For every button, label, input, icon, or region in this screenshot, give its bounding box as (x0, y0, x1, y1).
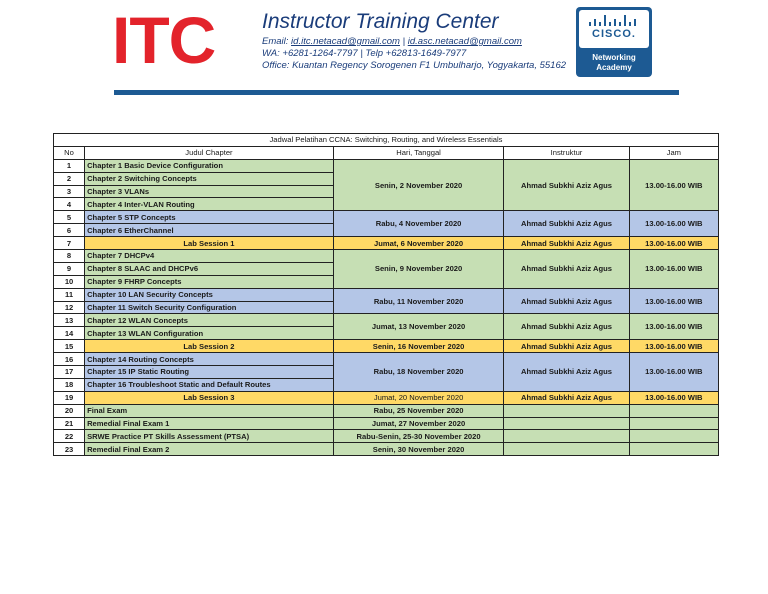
chapter-cell: Chapter 11 Switch Security Configuration (85, 301, 334, 314)
table-row (54, 404, 719, 417)
email-line (262, 36, 522, 47)
time-cell: 13.00-16.00 WIB (629, 211, 718, 237)
instructor-cell: Ahmad Subkhi Aziz Agus (504, 314, 629, 340)
chapter-cell: Chapter 1 Basic Device Configuration (85, 159, 334, 172)
chapter-cell: Lab Session 3 (85, 391, 334, 404)
table-row (54, 314, 719, 327)
row-number: 19 (54, 391, 85, 404)
time-cell: 13.00-16.00 WIB (629, 314, 718, 340)
chapter-cell: Chapter 14 Routing Concepts (85, 353, 334, 366)
time-cell: 13.00-16.00 WIB (629, 288, 718, 314)
chapter-cell: Chapter 2 Switching Concepts (85, 172, 334, 185)
time-cell (629, 443, 718, 456)
day-cell: Jumat, 6 November 2020 (333, 237, 504, 250)
table-row (54, 237, 719, 250)
row-number: 22 (54, 430, 85, 443)
table-caption: Jadwal Pelatihan CCNA: Switching, Routing, and Wireless Essentials (54, 134, 719, 147)
chapter-cell: Chapter 15 IP Static Routing (85, 366, 334, 379)
day-cell: Rabu, 4 November 2020 (333, 211, 504, 237)
chapter-cell: Chapter 10 LAN Security Concepts (85, 288, 334, 301)
row-number: 9 (54, 262, 85, 275)
cisco-wordmark: CISCO. (592, 28, 636, 40)
table-row (54, 340, 719, 353)
table-row (54, 417, 719, 430)
table-row (54, 159, 719, 172)
day-cell: Senin, 30 November 2020 (333, 443, 504, 456)
day-cell: Senin, 16 November 2020 (333, 340, 504, 353)
time-cell (629, 404, 718, 417)
instructor-cell: Ahmad Subkhi Aziz Agus (504, 237, 629, 250)
center-title: Instructor Training Center (262, 10, 499, 33)
day-cell: Rabu, 11 November 2020 (333, 288, 504, 314)
time-cell: 13.00-16.00 WIB (629, 237, 718, 250)
column-header-time: Jam (629, 146, 718, 159)
day-cell: Rabu, 18 November 2020 (333, 353, 504, 392)
table-row (54, 391, 719, 404)
row-number: 10 (54, 275, 85, 288)
time-cell: 13.00-16.00 WIB (629, 391, 718, 404)
row-number: 15 (54, 340, 85, 353)
row-number: 2 (54, 172, 85, 185)
row-number: 21 (54, 417, 85, 430)
time-cell: 13.00-16.00 WIB (629, 250, 718, 289)
chapter-cell: Chapter 4 Inter-VLAN Routing (85, 198, 334, 211)
chapter-cell: Chapter 12 WLAN Concepts (85, 314, 334, 327)
day-cell: Rabu, 25 November 2020 (333, 404, 504, 417)
day-cell: Jumat, 13 November 2020 (333, 314, 504, 340)
table-row (54, 288, 719, 301)
cisco-bars-icon (588, 14, 640, 28)
table-row (54, 211, 719, 224)
row-number: 23 (54, 443, 85, 456)
itc-logo: ITC (112, 3, 216, 77)
chapter-cell: Chapter 7 DHCPv4 (85, 250, 334, 263)
chapter-cell: Chapter 9 FHRP Concepts (85, 275, 334, 288)
table-row (54, 443, 719, 456)
email-link-2[interactable]: id.asc.netacad@gmail.com (407, 36, 522, 47)
day-cell: Jumat, 20 November 2020 (333, 391, 504, 404)
row-number: 18 (54, 378, 85, 391)
row-number: 17 (54, 366, 85, 379)
chapter-cell: Chapter 16 Troubleshoot Static and Default Routes (85, 378, 334, 391)
time-cell: 13.00-16.00 WIB (629, 159, 718, 211)
time-cell (629, 417, 718, 430)
row-number: 20 (54, 404, 85, 417)
cisco-networking-academy-logo (576, 7, 652, 77)
instructor-cell: Ahmad Subkhi Aziz Agus (504, 391, 629, 404)
row-number: 16 (54, 353, 85, 366)
column-header-day: Hari, Tanggal (333, 146, 504, 159)
email-separator: | (399, 36, 408, 47)
instructor-cell (504, 404, 629, 417)
chapter-cell: Lab Session 1 (85, 237, 334, 250)
instructor-cell: Ahmad Subkhi Aziz Agus (504, 250, 629, 289)
instructor-cell: Ahmad Subkhi Aziz Agus (504, 288, 629, 314)
column-header-no: No (54, 146, 85, 159)
row-number: 1 (54, 159, 85, 172)
row-number: 14 (54, 327, 85, 340)
chapter-cell: Final Exam (85, 404, 334, 417)
row-number: 11 (54, 288, 85, 301)
instructor-cell (504, 430, 629, 443)
instructor-cell (504, 443, 629, 456)
instructor-cell (504, 417, 629, 430)
schedule-table (53, 133, 719, 456)
row-number: 5 (54, 211, 85, 224)
row-number: 7 (54, 237, 85, 250)
chapter-cell: Chapter 8 SLAAC and DHCPv6 (85, 262, 334, 275)
office-line: Office: Kuantan Regency Sorogenen F1 Umbulharjo, Yogyakarta, 55162 (262, 60, 567, 71)
chapter-cell: Chapter 6 EtherChannel (85, 224, 334, 237)
instructor-cell: Ahmad Subkhi Aziz Agus (504, 159, 629, 211)
email-label: Email: (262, 36, 289, 47)
row-number: 13 (54, 314, 85, 327)
chapter-cell: Chapter 3 VLANs (85, 185, 334, 198)
column-header-instructor: Instruktur (504, 146, 629, 159)
row-number: 8 (54, 250, 85, 263)
chapter-cell: SRWE Practice PT Skills Assessment (PTSA) (85, 430, 334, 443)
email-link-1[interactable]: id.itc.netacad@gmail.com (291, 36, 400, 47)
time-cell: 13.00-16.00 WIB (629, 340, 718, 353)
table-header-row (54, 146, 719, 159)
row-number: 12 (54, 301, 85, 314)
day-cell: Jumat, 27 November 2020 (333, 417, 504, 430)
row-number: 3 (54, 185, 85, 198)
time-cell (629, 430, 718, 443)
cisco-networking-label: Networking (592, 53, 636, 62)
table-row (54, 430, 719, 443)
phone-line: WA: +6281-1264-7797 | Telp +62813-1649-7977 (262, 48, 467, 59)
table-row (54, 353, 719, 366)
header-divider (114, 90, 679, 95)
chapter-cell: Remedial Final Exam 1 (85, 417, 334, 430)
table-row (54, 250, 719, 263)
row-number: 6 (54, 224, 85, 237)
instructor-cell: Ahmad Subkhi Aziz Agus (504, 340, 629, 353)
instructor-cell: Ahmad Subkhi Aziz Agus (504, 211, 629, 237)
day-cell: Rabu-Senin, 25-30 November 2020 (333, 430, 504, 443)
column-header-chapter: Judul Chapter (85, 146, 334, 159)
day-cell: Senin, 9 November 2020 (333, 250, 504, 289)
chapter-cell: Remedial Final Exam 2 (85, 443, 334, 456)
day-cell: Senin, 2 November 2020 (333, 159, 504, 211)
time-cell: 13.00-16.00 WIB (629, 353, 718, 392)
chapter-cell: Lab Session 2 (85, 340, 334, 353)
chapter-cell: Chapter 5 STP Concepts (85, 211, 334, 224)
instructor-cell: Ahmad Subkhi Aziz Agus (504, 353, 629, 392)
row-number: 4 (54, 198, 85, 211)
cisco-academy-label: Academy (596, 63, 632, 72)
chapter-cell: Chapter 13 WLAN Configuration (85, 327, 334, 340)
